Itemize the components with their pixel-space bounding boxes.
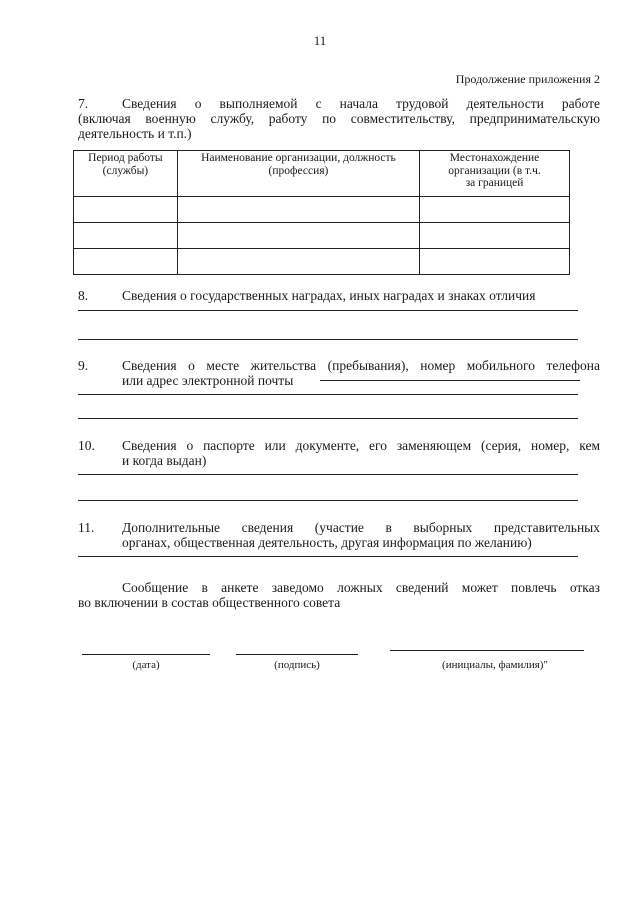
section-8-answer-line-2[interactable] [78, 339, 578, 340]
table-row [74, 197, 570, 223]
table-cell[interactable] [420, 197, 570, 223]
section-10 [78, 438, 600, 468]
section-11-number: 11. [78, 520, 95, 535]
column-header-location: Местонахождение организации (в т.ч. за границей [420, 151, 570, 197]
section-11-answer-line[interactable] [78, 556, 578, 557]
table-cell[interactable] [420, 223, 570, 249]
table-cell[interactable] [74, 249, 178, 275]
section-11-line2: органах, общественная деятельность, другая информация по желанию) [122, 535, 532, 550]
section-11-line1: Дополнительные сведения (участие в выборных представительных [122, 520, 600, 535]
section-9-answer-line-2[interactable] [78, 418, 578, 419]
section-8-text: Сведения о государственных наградах, иных наградах и знаках отличия [122, 288, 536, 303]
name-line[interactable] [390, 650, 584, 651]
table-cell[interactable] [74, 223, 178, 249]
section-9 [78, 358, 600, 388]
section-9-line2: или адрес электронной почты [122, 373, 294, 388]
work-history-table [73, 150, 570, 275]
section-10-answer-line-1[interactable] [78, 474, 578, 475]
section-10-line1: Сведения о паспорте или документе, его заменяющем (серия, номер, кем [122, 438, 600, 453]
warning-line2: во включении в состав общественного совета [78, 595, 341, 610]
name-label: (инициалы, фамилия)" [442, 659, 548, 671]
signature-label: (подпись) [274, 659, 320, 671]
section-11 [78, 520, 600, 550]
page-number: 11 [313, 33, 327, 48]
section-7-line3: деятельность и т.п.) [78, 126, 192, 141]
column-header-period: Период работы (службы) [74, 151, 178, 197]
table-cell[interactable] [74, 197, 178, 223]
column-header-organization: Наименование организации, должность (профессия) [177, 151, 419, 197]
section-9-number: 9. [78, 358, 89, 373]
appendix-continuation: Продолжение приложения 2 [455, 72, 600, 86]
false-information-warning [78, 580, 600, 610]
section-9-answer-line-1[interactable] [78, 394, 578, 395]
section-7-cont [78, 111, 600, 141]
table-row [74, 249, 570, 275]
section-9-inline-answer-line[interactable] [320, 380, 580, 381]
section-8-number: 8. [78, 288, 89, 303]
section-7-number: 7. [78, 96, 89, 111]
table-cell[interactable] [177, 249, 419, 275]
section-7-line1: Сведения о выполняемой с начала трудовой деятельности работе [122, 96, 600, 111]
table-cell[interactable] [177, 223, 419, 249]
signature-line[interactable] [236, 654, 358, 655]
date-label: (дата) [132, 659, 160, 671]
table-row [74, 223, 570, 249]
section-10-line2: и когда выдан) [122, 453, 207, 468]
section-10-answer-line-2[interactable] [78, 500, 578, 501]
table-cell[interactable] [420, 249, 570, 275]
section-8 [78, 288, 600, 303]
table-cell[interactable] [177, 197, 419, 223]
date-line[interactable] [82, 654, 210, 655]
section-9-line1: Сведения о месте жительства (пребывания), номер мобильного телефона [122, 358, 600, 373]
section-7-line2: (включая военную службу, работу по совместительству, предпринимательскую [78, 111, 600, 126]
section-10-number: 10. [78, 438, 95, 453]
warning-line1: Сообщение в анкете заведомо ложных сведений может повлечь отказ [122, 580, 600, 595]
section-7 [78, 96, 600, 111]
section-8-answer-line-1[interactable] [78, 310, 578, 311]
